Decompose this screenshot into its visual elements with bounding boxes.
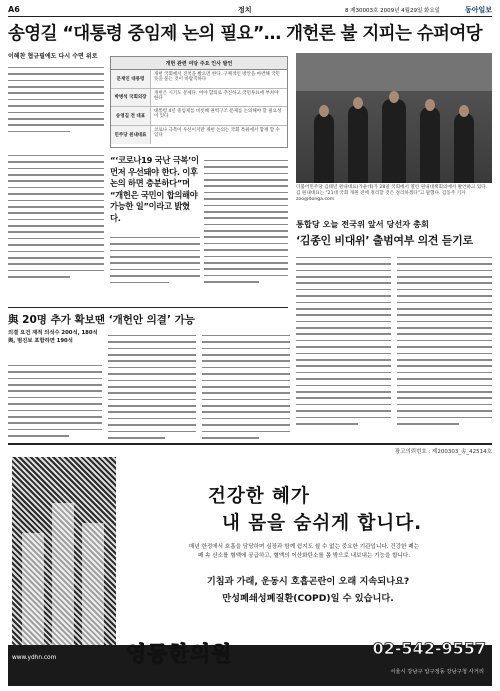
kicker: 이해찬 협규필에도 다시 수면 위로 [8, 53, 98, 60]
table-cell-quote: 개헌은 시기도 문제다. 여야 합의로 추진하고 국민투표에 부쳐야 한다 [154, 90, 279, 101]
article-body-col1 [8, 62, 104, 132]
right-article-kicker: 통합당 오늘 전국위 앞서 당선자 총회 [296, 219, 429, 229]
page-header [8, 5, 492, 17]
ad-headline-1: 건강한 혜가 [208, 486, 310, 507]
ad-body-line-2: 폐 속 산소를 혈액에 공급하고, 혈액의 이산화탄소를 몸 밖으로 내보내는 기능을 합니다. [197, 552, 411, 559]
table-row [111, 126, 287, 145]
section-name: 정치 [238, 6, 252, 14]
ad-clinic-name: 영동한의원 [126, 642, 233, 666]
table-cell-name: 송영길 전 대표 [111, 107, 151, 125]
article-body-col1b [8, 150, 104, 278]
table-cell-name: 박병석 국회의장 [111, 89, 151, 107]
article-body-col3 [204, 155, 288, 283]
ad-number: 광고의뢰번호 : 제200303_송_42514호 [394, 449, 492, 455]
right-article-headline: ‘김종인 비대위’ 출범여부 의견 듣기로 [296, 234, 473, 247]
table-caption: 개헌 관련 여당 주요 인사 발언 [111, 57, 287, 70]
advertisement [8, 443, 492, 684]
article-body-col2 [110, 232, 200, 283]
ad-answer: 만성폐쇄성폐질환(COPD)일 수 있습니다. [222, 593, 394, 604]
second-article-col1 [8, 360, 102, 437]
table-cell-name: 문재인 대통령 [111, 70, 151, 88]
photo-caption: 더불어민주당 김태년 원내대표(가운데)가 28일 국회에서 열린 원내대책회의에서 발언하고 있다. 김 원내대표는 "21대 국회 개원 전에 정리할 것은 정리하겠다"고 말했다. 김동주 기자 zoo@donga.com [296, 185, 488, 202]
ad-body-line-1: 매년 한정에서 호흡을 담당하며 심장과 함께 쉼지도 쉴 수 없는 중요한 기관입니다. 건강한 폐는 [188, 544, 420, 550]
second-article-col2 [108, 330, 196, 439]
second-headline: 與 20명 추가 확보땐 ‘개헌안 의결’ 가능 [8, 307, 288, 327]
table-cell-quote: 개헌 국회에서 진척을 봤으면 한다. 구체적인 방안을 마련해 국민 뜻을 묻는 것이 바람직하다 [154, 72, 280, 83]
page-number: A6 [8, 5, 20, 14]
ad-question: 기침과 가래, 운동시 호흡곤란이 오래 지속되나요? [206, 576, 410, 587]
second-subhead: 의결 요건 재적 의석수 200석, 180석 與, 범진보 포함하면 190석 [8, 330, 98, 344]
issue-meta: 8 제30003호 2009년 4월29일 화요일 [345, 8, 440, 14]
right-article-col1 [296, 252, 391, 425]
table-row [111, 70, 287, 89]
main-headline: 송영길 “대통령 중임제 논의 필요”… 개헌론 불 지피는 슈퍼여당 [8, 24, 482, 44]
ad-body [118, 543, 490, 560]
table-row [111, 107, 287, 126]
ad-address: 서울시 강남구 압구정동 강남구청 사거리 [390, 669, 484, 675]
quotes-table [110, 56, 288, 148]
news-photo [296, 53, 492, 183]
second-article-col3 [202, 330, 290, 439]
table-row [111, 89, 287, 108]
right-article-col2 [397, 252, 492, 425]
newspaper-brand: 동아일보 [464, 6, 492, 14]
pull-quote: “‘코로나19 국난 극복’이 먼저 우선돼야 한다. 이후 논의 하면 충분하다”며 “개헌은 국민이 합의해야 가능한 일”이라고 밝혔다. [110, 155, 199, 223]
table-cell-name: 민주당 원내대표 [111, 126, 151, 145]
ad-phone: 02-542-9557 [372, 639, 486, 658]
ad-headline-2: 내 몸을 숨쉬게 합니다. [222, 513, 423, 534]
table-cell-quote: 코로나 극복이 우선이지만 개헌 논의는 국회 특위에서 함께 할 수 있다 [154, 127, 280, 138]
ad-website[interactable]: www.ydhn.com [12, 655, 57, 661]
table-cell-quote: 대통령 4년 중임제를 비롯해 권력구조 문제를 논의해야 할 필요성이 있다 [154, 109, 282, 120]
